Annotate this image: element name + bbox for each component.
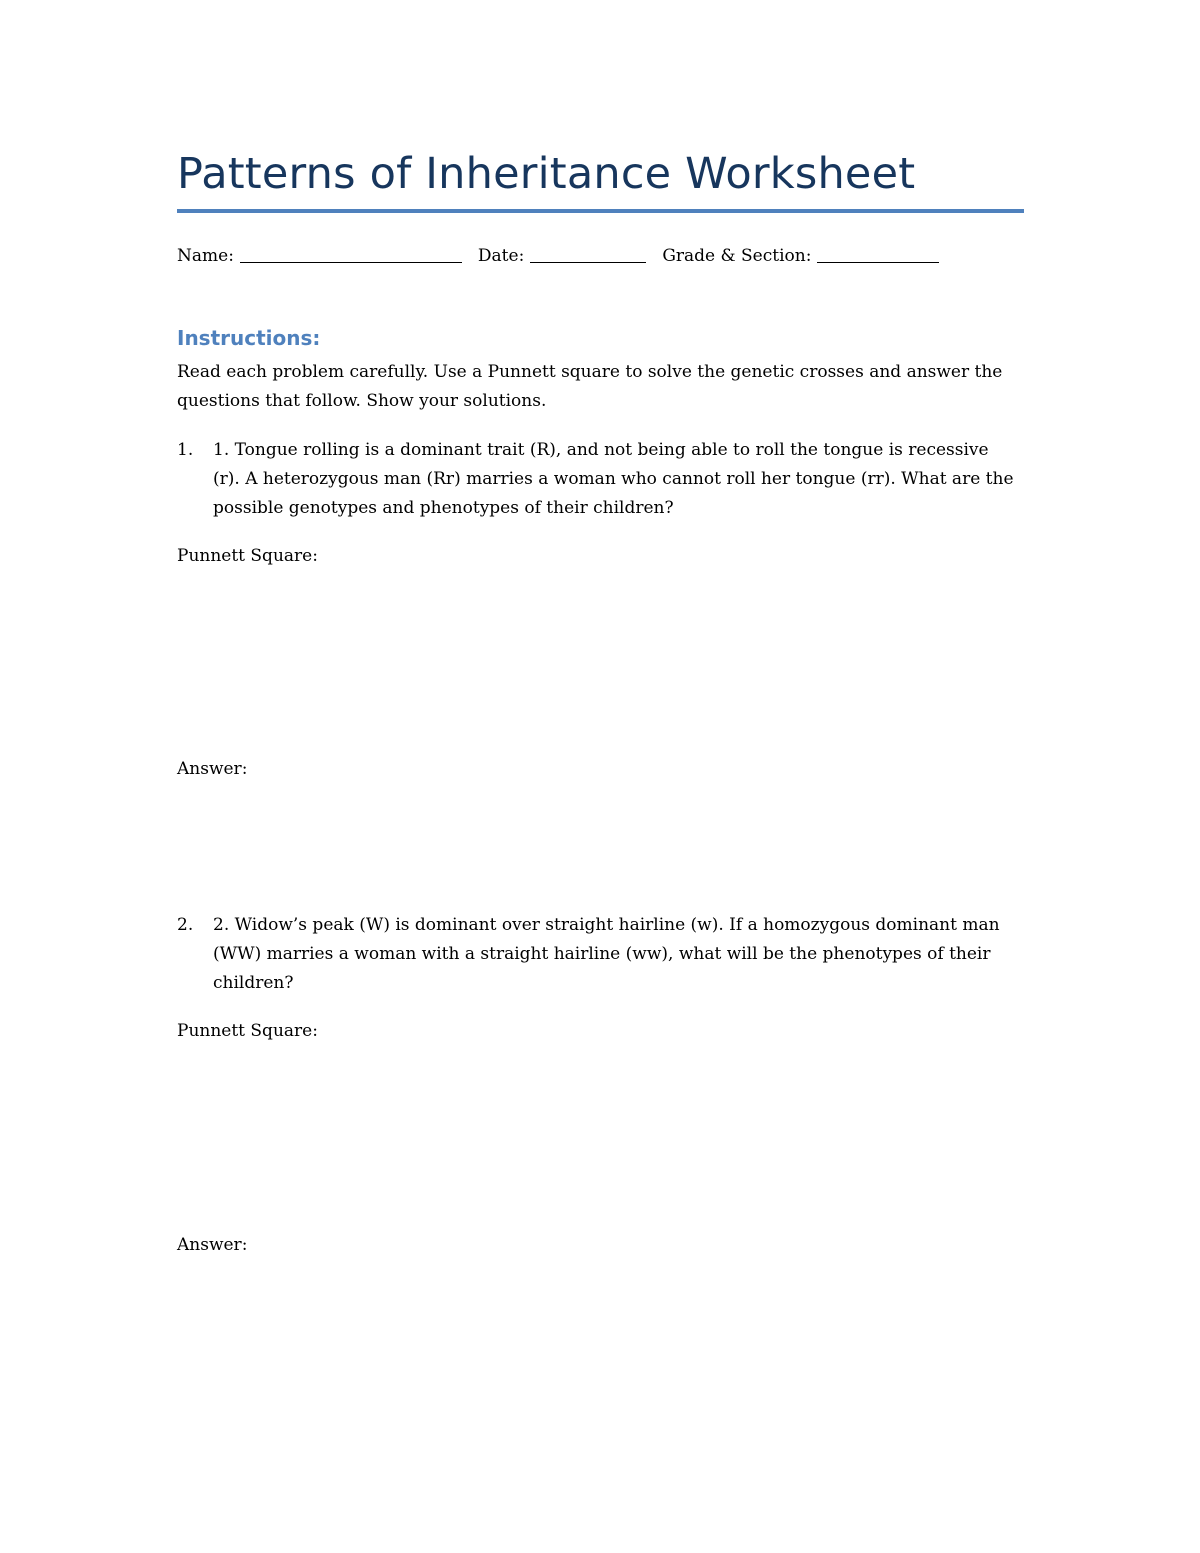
punnett-square-label: Punnett Square: (177, 546, 318, 566)
page-title: Patterns of Inheritance Worksheet (177, 149, 916, 199)
instructions-text: Read each problem carefully. Use a Punnett square to solve the genetic crosses and answer the questions that follow. Show your solutions. (177, 362, 1003, 411)
name-blank[interactable] (240, 261, 462, 263)
name-field (177, 244, 478, 268)
date-label: Date: (477, 246, 525, 266)
question-number: 1. (177, 440, 194, 460)
question-text: 1. Tongue rolling is a dominant trait (R), and not being able to roll the tongue is recessive (r). A heterozygous man (Rr) marries a woman who cannot roll her tongue (rr). What are the possible genotypes and phenotypes of their children? (213, 440, 1014, 518)
student-info-line (177, 244, 939, 268)
grade-section-label: Grade & Section: (662, 246, 812, 266)
punnett-square-label: Punnett Square: (177, 1021, 318, 1041)
question-text: 2. Widow’s peak (W) is dominant over straight hairline (w). If a homozygous dominant man (WW) marries a woman with a straight hairline (ww), what will be the phenotypes of their children? (213, 915, 1000, 993)
instructions-heading: Instructions: (177, 326, 321, 350)
question-1 (177, 436, 1024, 523)
title-underline (177, 209, 1024, 213)
date-field (478, 244, 662, 268)
date-blank[interactable] (530, 261, 646, 263)
worksheet-page (177, 0, 1024, 1553)
name-label: Name: (177, 246, 234, 266)
grade-section-blank[interactable] (817, 261, 939, 263)
question-number: 2. (177, 915, 194, 935)
answer-label: Answer: (177, 1235, 248, 1255)
answer-label: Answer: (177, 759, 248, 779)
question-2 (177, 911, 1024, 998)
grade-section-field (662, 244, 939, 268)
